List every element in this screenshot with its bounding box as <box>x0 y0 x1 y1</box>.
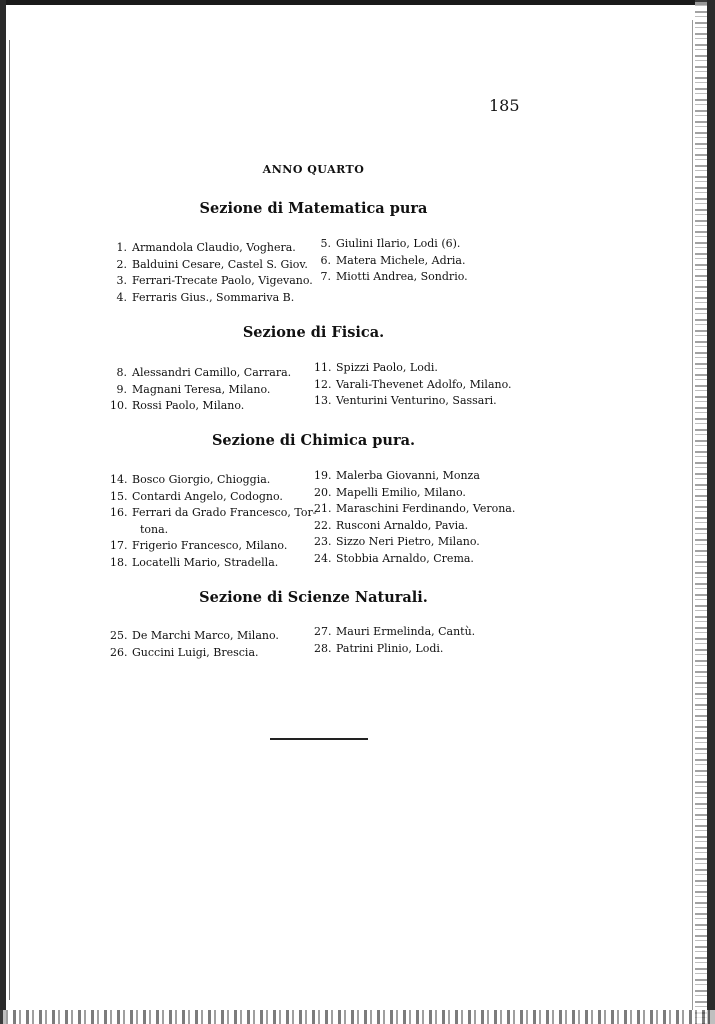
list-item <box>314 641 534 658</box>
list-item <box>110 645 310 662</box>
list-item <box>314 624 534 641</box>
list-item <box>110 257 310 274</box>
list-item <box>314 501 534 518</box>
entry-number: 12. <box>314 377 332 391</box>
entry-text: Patrini Plinio, Lodi. <box>336 641 444 655</box>
entry-number: 22. <box>314 518 332 532</box>
entry-number: 4. <box>116 290 127 304</box>
section-fisica-left-column <box>110 365 310 415</box>
entry-number: 9. <box>116 382 127 396</box>
entry-number: 11. <box>314 361 332 374</box>
list-item <box>110 505 320 538</box>
entry-number: 18. <box>110 555 128 569</box>
entry-text: Frigerio Francesco, Milano. <box>132 539 288 552</box>
year-heading: ANNO QUARTO <box>262 163 365 176</box>
scan-edge-right-line <box>692 20 693 1010</box>
entry-number: 21. <box>314 502 332 515</box>
entry-text: Maraschini Ferdinando, Verona. <box>336 502 516 515</box>
entry-text: Alessandri Camillo, Carrara. <box>132 366 292 379</box>
entry-number: 14. <box>110 473 128 486</box>
list-item <box>110 489 320 506</box>
entry-number: 15. <box>110 489 128 503</box>
entry-number: 28. <box>314 641 332 655</box>
entry-text: Guccini Luigi, Brescia. <box>132 645 259 659</box>
entry-number: 8. <box>116 366 127 379</box>
entry-text: Locatelli Mario, Stradella. <box>132 555 279 569</box>
entry-text: Spizzi Paolo, Lodi. <box>336 361 438 374</box>
list-item <box>314 534 534 551</box>
entry-text: Matera Michele, Adria. <box>336 253 466 267</box>
entry-number: 19. <box>314 469 332 482</box>
section-chimica-right-column <box>314 468 534 567</box>
list-item <box>314 485 534 502</box>
entry-text: Miotti Andrea, Sondrio. <box>336 270 468 283</box>
entry-number: 25. <box>110 629 128 642</box>
closing-rule <box>270 738 368 740</box>
list-item <box>314 468 534 485</box>
list-item <box>314 360 534 377</box>
entry-number: 2. <box>116 257 127 271</box>
entry-text: Bosco Giorgio, Chioggia. <box>132 473 271 486</box>
entry-text: Armandola Claudio, Voghera. <box>132 241 296 254</box>
section-matematica-right-column <box>314 236 534 286</box>
section-title-fisica: Sezione di Fisica. <box>242 324 385 341</box>
scan-edge-top <box>0 0 715 5</box>
entry-text: Varali-Thevenet Adolfo, Milano. <box>336 377 512 391</box>
list-item <box>110 628 310 645</box>
scan-edge-right-grain <box>695 0 707 1024</box>
list-item <box>314 377 534 394</box>
entry-number: 27. <box>314 625 332 638</box>
entry-number: 23. <box>314 535 332 548</box>
entry-number: 17. <box>110 539 128 552</box>
entry-number: 16. <box>110 506 128 519</box>
entry-text: Malerba Giovanni, Monza <box>336 469 480 482</box>
entry-number: 13. <box>314 394 332 407</box>
entry-text: Rusconi Arnaldo, Pavia. <box>336 518 469 532</box>
entry-text: Ferrari da Grado Francesco, Tor- <box>132 506 317 519</box>
entry-text: Giulini Ilario, Lodi (6). <box>336 237 461 250</box>
entry-number: 10. <box>110 399 128 412</box>
entry-text: Mauri Ermelinda, Cantù. <box>336 625 476 638</box>
list-item <box>110 382 310 399</box>
scan-edge-right <box>707 0 715 1024</box>
list-item <box>314 518 534 535</box>
entry-number: 5. <box>320 237 331 250</box>
list-item <box>110 472 320 489</box>
list-item <box>110 365 310 382</box>
entry-text: Ferraris Gius., Sommariva B. <box>132 290 295 304</box>
section-matematica-left-column <box>110 240 313 306</box>
list-item <box>314 269 534 286</box>
section-title-matematica: Sezione di Matematica pura <box>199 200 428 217</box>
scan-edge-left-line <box>9 40 10 1000</box>
list-item <box>110 290 310 307</box>
section-title-chimica: Sezione di Chimica pura. <box>211 432 416 449</box>
section-scienze-left-column <box>110 628 310 661</box>
entry-number: 24. <box>314 551 332 565</box>
section-fisica-right-column <box>314 360 534 410</box>
entry-text: Rossi Paolo, Milano. <box>132 399 245 412</box>
entry-number: 6. <box>320 253 331 267</box>
list-item <box>314 393 534 410</box>
entry-text: Venturini Venturino, Sassari. <box>336 394 497 407</box>
section-scienze-right-column <box>314 624 534 657</box>
entry-text: Balduini Cesare, Castel S. Giov. <box>132 257 308 271</box>
entry-text: Mapelli Emilio, Milano. <box>336 485 466 499</box>
scan-edge-left <box>0 0 6 1024</box>
section-chimica-left-column <box>110 472 320 571</box>
list-item <box>314 551 534 568</box>
entry-number: 20. <box>314 485 332 499</box>
list-item <box>314 253 534 270</box>
entry-text-continuation: tona. <box>140 522 169 536</box>
list-item <box>110 555 320 572</box>
entry-text: Ferrari-Trecate Paolo, Vigevano. <box>132 274 313 287</box>
entry-number: 26. <box>110 645 128 659</box>
page-number: 185 <box>489 96 520 115</box>
list-item <box>110 240 310 257</box>
list-item <box>110 538 320 555</box>
entry-number: 3. <box>116 274 127 287</box>
list-item <box>110 273 313 290</box>
entry-text: De Marchi Marco, Milano. <box>132 629 279 642</box>
entry-text: Sizzo Neri Pietro, Milano. <box>336 535 480 548</box>
entry-text: Stobbia Arnaldo, Crema. <box>336 551 474 565</box>
scan-edge-bottom <box>0 1010 715 1024</box>
entry-text: Contardi Angelo, Codogno. <box>132 489 283 503</box>
entry-number: 7. <box>320 270 331 283</box>
list-item <box>110 398 310 415</box>
section-title-scienze-naturali: Sezione di Scienze Naturali. <box>199 589 428 606</box>
entry-text: Magnani Teresa, Milano. <box>132 382 271 396</box>
entry-number: 1. <box>116 241 127 254</box>
list-item <box>314 236 534 253</box>
